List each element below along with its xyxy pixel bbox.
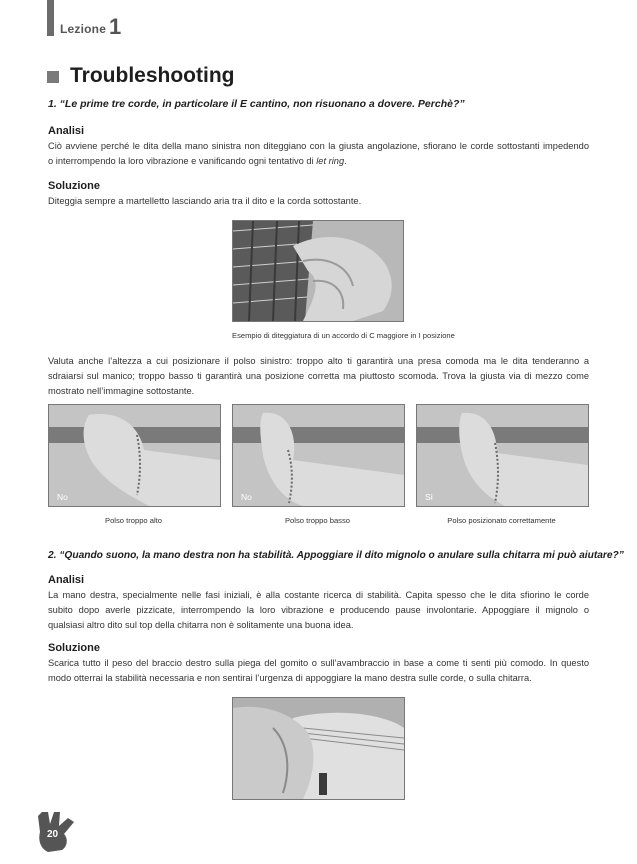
q2-solution-line-1: Scarica tutto il peso del braccio destro sulla piega del gomito o sull’avambraccio in base a come ti senti più comodo. In questo (48, 658, 589, 668)
q2-solution-text (48, 656, 589, 686)
right-hand-photo (232, 697, 405, 800)
wrist-photo-1-caption: Polso troppo alto (105, 516, 162, 525)
q2-analysis-line-2: subito dopo averle pizzicate, interrompendo la loro vibrazione e producendo pause involontarie. Appoggiare il mignolo o (48, 605, 589, 615)
q2-analysis-line-3: qualsiasi altro dito sul top della chitarra non è solitamente una buona idea. (48, 620, 354, 630)
wrist-line-3: mostrato nell’immagine sottostante. (48, 386, 195, 396)
question-1: 1. “Le prime tre corde, in particolare il E cantino, non risuonano a dovere. Perchè?” (48, 98, 465, 110)
q1-analysis-line-2 (48, 154, 589, 169)
page-title: Troubleshooting (70, 64, 235, 87)
wrist-photo-1-label: No (57, 492, 68, 502)
chord-photo (232, 220, 404, 322)
lesson-marker-bar (47, 0, 54, 36)
wrist-line-1: Valuta anche l’altezza a cui posizionare il polso sinistro: troppo alto ti garantirà una presa comoda ma le dita tenderanno a (48, 356, 589, 366)
let-ring-term: let ring (316, 156, 345, 166)
wrist-text (48, 354, 589, 399)
q2-solution-line-2: modo otterrai la stabilità necessaria e non sentirai l’urgenza di appoggiare la mano destra sulle corde, o sulla chitarra. (48, 673, 532, 683)
q1-solution-line-1: Diteggia sempre a martelletto lasciando aria tra il dito e la corda sottostante. (48, 196, 362, 206)
q2-analysis-heading: Analisi (48, 574, 85, 586)
page-number: 20 (47, 829, 59, 840)
q2-solution-heading: Soluzione (48, 642, 100, 654)
wrist-photo-2-caption: Polso troppo basso (284, 516, 350, 525)
wrist-photo-3-label: Sì (425, 492, 434, 502)
q2-analysis-text (48, 588, 589, 633)
q1-analysis-heading: Analisi (48, 125, 85, 137)
chord-photo-image (233, 221, 403, 321)
q1-analysis-line-1: Ciò avviene perché le dita della mano sinistra non diteggiano con la giusta angolazione, sfiorano le corde sottostanti impedendo (48, 141, 589, 151)
wrist-photo-3-caption: Polso posizionato correttamente (447, 516, 556, 525)
title-bullet (47, 71, 59, 83)
q1-analysis-text (48, 139, 589, 169)
right-hand-photo-image (233, 698, 404, 799)
wrist-photo-correct (416, 404, 589, 507)
wrist-photo-2-label: No (241, 492, 252, 502)
lesson-label: Lezione (60, 22, 107, 36)
q1-analysis-line-2-end: . (344, 156, 347, 166)
wrist-photo-correct-image (417, 405, 588, 506)
wrist-photo-too-high (48, 404, 221, 507)
q1-solution-text (48, 194, 589, 209)
wrist-line-2: sdraiarsi sul manico; troppo basso ti garantirà una posizione corretta ma piuttosto scomoda. Trova la giusta via di mezzo come (48, 371, 589, 381)
question-2: 2. “Quando suono, la mano destra non ha stabilità. Appoggiare il dito mignolo o anulare sulla chitarra mi può aiutare?” (48, 550, 624, 561)
q1-analysis-line-2-text: o interrompendo la loro vibrazione e vanificando ogni tentativo di (48, 156, 317, 166)
chord-photo-caption: Esempio di diteggiatura di un accordo di C maggiore in I posizione (232, 331, 455, 340)
lesson-number: 1 (109, 14, 122, 39)
q1-solution-heading: Soluzione (48, 180, 100, 192)
wrist-photo-too-low-image (233, 405, 404, 506)
q2-analysis-line-1: La mano destra, specialmente nelle fasi iniziali, è alla costante ricerca di stabilità. Capita spesso che le dita sfiorino le corde (48, 590, 589, 600)
wrist-photo-too-low (232, 404, 405, 507)
wrist-photo-too-high-image (49, 405, 220, 506)
